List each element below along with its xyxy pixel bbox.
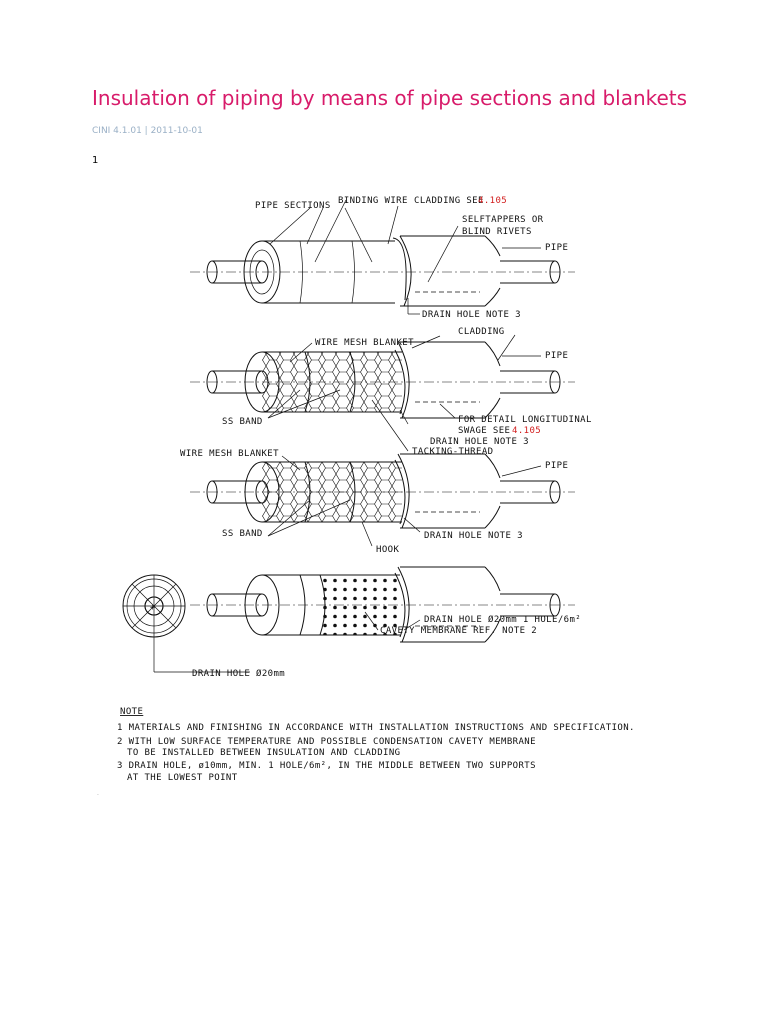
- label-ss-band: SS BAND: [222, 417, 263, 427]
- label-pipe: PIPE: [545, 461, 569, 471]
- document-meta: CINI 4.1.01 | 2011-10-01: [92, 126, 203, 136]
- note-2-cont: TO BE INSTALLED BETWEEN INSULATION AND CLADDING: [127, 748, 401, 758]
- label-drain-hole: DRAIN HOLE NOTE 3: [424, 531, 523, 541]
- page-number: 1: [92, 155, 99, 166]
- label-drain-hole-20mm: DRAIN HOLE Ø20mm 1 HOLE/6m²: [424, 615, 582, 625]
- label-blind-rivets: BLIND RIVETS: [462, 227, 532, 237]
- note-1: 1 MATERIALS AND FINISHING IN ACCORDANCE WITH INSTALLATION INSTRUCTIONS AND SPECIFICATION.: [117, 723, 635, 733]
- note-3: 3 DRAIN HOLE, ø10mm, MIN. 1 HOLE/6m², IN THE MIDDLE BETWEEN TWO SUPPORTS: [117, 761, 536, 771]
- label-pipe-sections: PIPE SECTIONS: [255, 201, 331, 211]
- figure-cavety-membrane: [123, 567, 581, 679]
- page-title: Insulation of piping by means of pipe sections and blankets: [92, 86, 688, 110]
- label-selftappers: SELFTAPPERS OR: [462, 215, 544, 225]
- link-4105[interactable]: 4.105: [512, 426, 542, 436]
- label-swage-see: SWAGE SEE: [458, 426, 511, 436]
- label-cladding-see: CLADDING SEE: [414, 196, 484, 206]
- label-pipe: PIPE: [545, 243, 569, 253]
- notes-block: [117, 707, 635, 783]
- label-hook: HOOK: [376, 545, 400, 555]
- label-wire-mesh-blanket: WIRE MESH BLANKET: [180, 449, 279, 459]
- notes-heading: NOTE: [120, 707, 144, 717]
- svg-text:+: +: [150, 603, 156, 613]
- footer-mark: .: [97, 790, 99, 797]
- label-ss-band: SS BAND: [222, 529, 263, 539]
- label-cladding: CLADDING: [458, 327, 505, 337]
- label-drain-hole: DRAIN HOLE NOTE 3: [422, 310, 521, 320]
- figure-pipe-sections: [190, 196, 575, 320]
- label-binding-wire: BINDING WIRE: [338, 196, 408, 206]
- figure-wire-mesh-hook: [180, 449, 575, 555]
- label-drain-hole-section: DRAIN HOLE Ø20mm: [192, 669, 286, 679]
- label-pipe: PIPE: [545, 351, 569, 361]
- label-longitudinal-detail: FOR DETAIL LONGITUDINAL: [458, 415, 592, 425]
- label-cavety-membrane: CAVETY MEMBRANE REF. NOTE 2: [380, 626, 538, 636]
- label-tacking-thread: TACKING-THREAD: [412, 447, 494, 457]
- label-wire-mesh-blanket: WIRE MESH BLANKET: [315, 338, 414, 348]
- link-4105[interactable]: 4.105: [478, 196, 508, 206]
- figure-wire-mesh-blanket: [190, 327, 592, 457]
- note-2: 2 WITH LOW SURFACE TEMPERATURE AND POSSIBLE CONDENSATION CAVETY MEMBRANE: [117, 737, 536, 747]
- label-drain-hole: DRAIN HOLE NOTE 3: [430, 437, 529, 447]
- note-3-cont: AT THE LOWEST POINT: [127, 773, 238, 783]
